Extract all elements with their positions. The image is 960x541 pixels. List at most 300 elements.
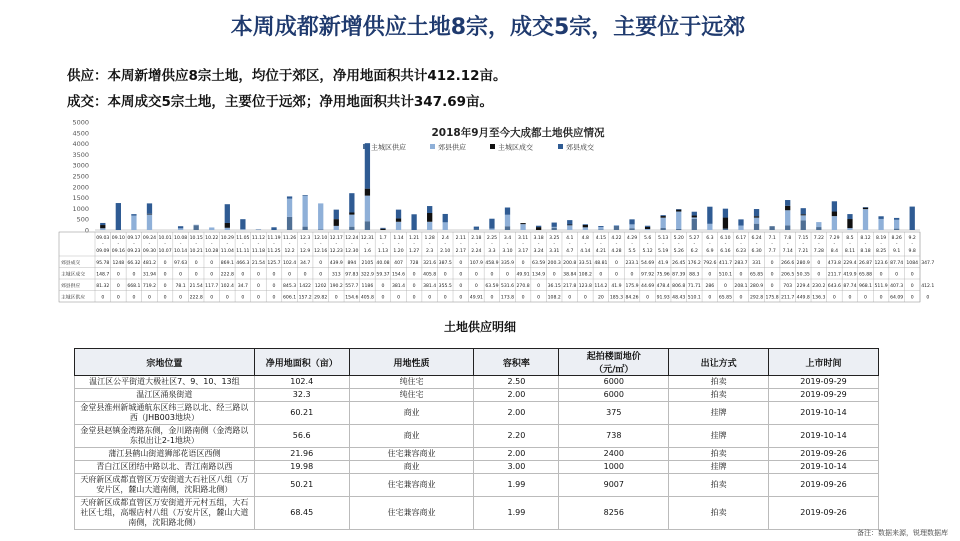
table-cell: 2.50 [474,376,559,389]
data-label: 0 [474,283,478,289]
bar-segment [100,223,105,225]
x-tick-separator: - [164,242,166,247]
data-label: 84.26 [625,295,639,301]
bar-segment [878,216,883,219]
x-tick-label: 6.23 [735,249,747,254]
data-label: 0 [614,260,618,266]
bar-segment [676,209,681,210]
x-tick-label: 2.24 [471,249,482,254]
x-tick-separator: - [288,242,291,247]
data-label: 643.6 [827,283,841,289]
table-cell: 8256 [559,497,669,530]
x-tick-separator: - [802,242,805,247]
data-label: 0 [583,295,587,301]
data-label: 0 [646,295,650,301]
x-tick-label: 12.9 [300,249,311,254]
x-tick-separator: - [257,242,260,247]
data-label: 0 [132,272,136,278]
data-label: 154.6 [345,295,359,301]
bar-segment [302,195,307,196]
data-label: 2105 [361,260,374,266]
x-tick-separator: - [771,242,773,247]
data-label: 0 [412,295,416,301]
table-title: 土地供应明细 [443,320,516,334]
x-tick-label: 1.20 [393,249,404,254]
bar-segment [832,201,837,211]
x-tick-label: 2.18 [471,236,482,241]
x-tick-separator: - [895,242,898,247]
x-tick-label: 10.01 [158,236,172,241]
data-label: 0 [614,272,618,278]
data-label: 606.1 [282,295,297,301]
bar-segment [645,227,650,229]
data-label: 65.88 [858,272,873,278]
table-cell: 60.21 [254,402,349,425]
data-label: 0 [459,272,463,278]
x-tick-separator: - [584,242,587,247]
bar-segment [816,227,821,230]
data-label: 114.2 [594,283,608,289]
data-label: 0 [459,295,463,301]
y-tick-label: 5000 [72,118,89,127]
data-label: 64.09 [890,295,904,301]
bar-segment [287,217,292,230]
data-label: 136.3 [812,295,826,301]
table-cell: 拍卖 [669,497,769,530]
table-cell: 拍卖 [669,448,769,461]
table-cell: 2019-10-14 [769,425,879,448]
x-tick-label: 7.14 [782,249,793,254]
bar-segment [349,213,354,215]
data-label: 123.8 [578,283,592,289]
data-label: 0 [116,272,120,278]
bar-segment [349,215,354,227]
x-tick-label: 8.18 [860,249,871,254]
x-tick-label: 10.21 [189,249,203,254]
data-label: 108.2 [578,272,592,278]
bar-segment [178,226,183,228]
bar-segment [754,224,759,230]
data-label: 405.8 [360,295,374,301]
x-tick-separator: - [631,242,633,247]
data-label: 211.7 [827,272,841,278]
x-tick-label: 5.27 [689,236,700,241]
data-label: 0 [443,272,447,278]
table-cell: 1.99 [474,497,559,530]
bar-segment [131,216,136,230]
legend-label: 郊县成交 [566,143,594,152]
x-tick-separator: - [646,242,649,247]
bar-segment [194,225,199,230]
data-label: 65.85 [718,295,733,301]
bar-segment [147,203,152,213]
y-tick-label: 3500 [72,150,89,159]
bar-segment [785,206,790,210]
data-label: 478.4 [656,283,670,289]
table-cell: 1000 [559,461,669,474]
data-label: 0 [210,272,214,278]
bar-segment [676,229,681,230]
bar-segment [178,228,183,230]
bar-segment [598,227,603,229]
data-label: 107.9 [469,260,483,266]
bar-segment [334,226,339,230]
x-tick-label: 11.19 [267,236,281,241]
data-label: 792.6 [703,260,717,266]
bar-segment [536,226,541,227]
x-tick-separator: - [397,242,400,247]
data-label: 134.9 [532,272,546,278]
bar-segment [707,224,712,230]
row-label: 主城区成交 [61,272,85,278]
data-label: 175.8 [765,295,779,301]
x-tick-label: 3.24 [533,249,544,254]
data-label: 0 [879,295,883,301]
bar-segment [583,224,588,225]
x-tick-separator: - [242,242,244,247]
data-label: 0 [739,295,743,301]
bar-segment [629,224,634,228]
data-label: 845.3 [282,283,297,289]
bar-segment [583,225,588,227]
land-supply-chart [58,112,935,312]
data-label: 175.9 [625,283,639,289]
data-label: 0 [443,295,447,301]
x-tick-label: 2.4 [441,236,449,241]
x-tick-label: 12.10 [314,236,328,241]
bar-segment [894,229,899,230]
data-label: 266.6 [781,260,795,266]
x-tick-separator: - [911,242,914,247]
x-tick-separator: - [413,242,415,247]
data-label: 0 [397,295,401,301]
data-label: 0 [537,283,541,289]
data-label: 190.2 [329,283,343,289]
x-tick-label: 1.27 [408,249,420,254]
x-tick-separator: - [537,242,540,247]
bar-segment [614,226,619,230]
bar-segment [754,218,759,224]
bar-segment [552,223,557,227]
y-tick-label: 1500 [72,194,89,203]
data-label: 0 [319,272,323,278]
bar-segment [661,216,666,218]
data-label: 125.7 [267,260,281,266]
legend-label: 主城区供应 [371,143,406,152]
data-label: 0 [381,295,385,301]
data-label: 0 [474,272,478,278]
bar-segment [116,203,121,230]
table-cell: 2019-09-29 [769,376,879,389]
data-label: 81.32 [96,283,110,289]
data-label: 0 [412,272,416,278]
bar-segment [629,219,634,224]
data-label: 21.54 [189,283,203,289]
x-tick-separator: - [864,242,867,247]
x-tick-label: 8.12 [860,236,871,241]
data-label: 0 [926,295,930,301]
x-tick-label: 7.7 [768,249,776,254]
x-tick-separator: - [366,242,369,247]
data-label: 233.1 [625,260,639,266]
x-tick-label: 6.9 [706,249,714,254]
x-tick-label: 11.12 [251,236,266,241]
data-label: 222.8 [189,295,203,301]
x-tick-label: 11.18 [251,249,266,254]
data-label: 0 [101,295,105,301]
x-tick-label: 4.7 [566,249,574,254]
bar-segment [271,227,276,230]
row-label: 主城区供应 [61,295,85,301]
data-label: 355.5 [438,283,452,289]
x-tick-label: 7.29 [829,236,840,241]
data-label: 0 [832,295,836,301]
data-label: 20 [597,295,604,301]
x-tick-label: 11.04 [220,249,234,254]
data-label: 87.74 [843,283,857,289]
bar-segment [801,215,806,220]
y-tick-label: 0 [84,226,89,235]
bar-segment [287,196,292,198]
data-label: 0 [210,295,214,301]
table-cell: 温江区公平街道大极社区7、9、10、13组 [75,376,255,389]
table-header-row [75,349,879,376]
bar-segment [801,208,806,214]
table-cell: 3.00 [474,461,559,474]
data-label: 0 [132,295,136,301]
bar-segment [334,210,339,220]
data-label: 481.2 [142,260,157,266]
bar-segment [427,222,432,230]
data-label: 95.78 [96,260,110,266]
x-tick-separator: - [335,242,338,247]
data-label: 26.45 [672,260,686,266]
table-row [75,376,879,389]
data-label: 108.2 [547,295,561,301]
data-label: 0 [506,272,509,278]
data-label: 0 [459,283,463,289]
data-label: 0 [256,272,260,278]
x-tick-label: 1.7 [379,236,387,241]
bar-segment [365,189,370,196]
table-row [75,402,879,425]
x-tick-label: 6.10 [720,236,731,241]
data-label: 229.4 [843,260,857,266]
data-label: 1248 [112,260,125,266]
x-tick-separator: - [880,242,882,247]
table-cell: 738 [559,425,669,448]
data-label: 0 [272,283,276,289]
x-tick-label: 8.5 [846,236,854,241]
legend-swatch [430,144,435,149]
data-label: 0 [552,272,556,278]
bar-segment [505,226,510,230]
bar-segment [552,227,557,228]
bar-segment [754,209,759,216]
supply-summary: 供应：本周新增供应8宗土地，均位于郊区，净用地面积共计412.12亩。 [67,68,507,84]
x-tick-label: 09.30 [142,249,157,254]
data-label: 0 [241,272,245,278]
x-tick-label: 8.11 [844,249,856,254]
bar-segment [225,204,230,223]
data-label: 34.7 [237,283,248,289]
x-tick-label: 4.29 [626,236,638,241]
x-tick-separator: - [210,242,213,247]
data-label: 473.8 [827,260,841,266]
bar-segment [240,219,245,229]
data-label: 1084 [906,260,919,266]
x-tick-separator: - [740,242,742,247]
bar-segment [878,219,883,230]
x-tick-separator: - [709,242,711,247]
data-label: 0 [194,272,198,278]
x-tick-label: 7.8 [784,236,792,241]
x-tick-label: 10.29 [220,236,234,241]
x-tick-label: 7.28 [813,249,824,254]
x-tick-separator: - [506,242,509,247]
data-label: 806.8 [672,283,686,289]
data-label: 0 [879,272,883,278]
bar-segment [583,227,588,230]
bar-segment [411,214,416,230]
data-label: 968.1 [858,283,873,289]
x-tick-label: 8.19 [875,236,887,241]
bar-segment [723,229,728,230]
bar-segment [863,207,868,208]
bar-segment [380,228,385,229]
bar-segment [692,217,697,219]
table-cell: 金堂县赵镇金湾路东侧，金川路南侧（金湾路以东拟出让2-1地块） [75,425,255,448]
data-label: 0 [723,283,727,289]
x-tick-separator: - [724,242,727,247]
data-label: 869.1 [220,260,234,266]
x-tick-separator: - [319,242,322,247]
data-label: 0 [148,295,151,301]
data-label: 0 [116,283,120,289]
bar-segment [661,215,666,216]
x-tick-label: 10.08 [174,236,188,241]
table-cell: 2019-09-29 [769,389,879,402]
x-tick-label: 4.28 [611,249,622,254]
data-label: 185.3 [609,295,624,301]
x-tick-separator: - [755,242,758,247]
data-label: 0 [225,295,229,301]
table-cell: 2019-09-26 [769,497,879,530]
y-tick-label: 2500 [72,172,89,181]
x-tick-label: 2.3 [426,249,434,254]
table-cell: 375 [559,402,669,425]
table-cell: 2.20 [474,425,559,448]
data-label: 280.9 [796,260,810,266]
x-tick-label: 5.12 [642,249,653,254]
deal-summary: 成交：本周成交5宗土地，主要位于远郊；净用地面积共计347.69亩。 [67,94,493,110]
bar-segment [785,200,790,206]
x-tick-label: 8.25 [875,249,887,254]
x-tick-label: 7.21 [798,249,809,254]
bar-segment [318,203,323,229]
bar-segment [240,229,245,230]
data-label: 335.9 [500,260,515,266]
data-label: 117.7 [205,283,219,289]
data-label: 63.59 [532,260,546,266]
bar-segment [302,196,307,227]
bar-segment [474,227,479,229]
bar-segment [380,229,385,230]
table-row [75,474,879,497]
bar-segment [427,206,432,213]
bar-segment [738,226,743,230]
bar-segment [520,223,525,224]
x-tick-label: 2.10 [440,249,451,254]
x-tick-label: 4.14 [580,249,591,254]
bar-segment [209,227,214,230]
x-tick-separator: - [148,242,151,247]
table-cell: 商业 [349,461,474,474]
table-header-cell: 上市时间 [769,349,879,376]
table-row [75,461,879,474]
bar-segment [302,227,307,230]
bar-segment [863,208,868,209]
bar-segment [754,216,759,217]
y-tick-label: 500 [76,215,89,224]
bar-segment [816,222,821,227]
x-tick-label: 5.26 [673,249,684,254]
data-label: 466.3 [236,260,250,266]
data-label: 26.87 [858,260,873,266]
data-label: 0 [163,283,167,289]
bar-segment [396,218,401,221]
data-label: 173.8 [500,295,515,301]
data-label: 21.54 [251,260,266,266]
bar-segment [147,214,152,230]
x-tick-label: 3.11 [517,236,529,241]
bar-segment [474,229,479,230]
bar-segment [847,228,852,230]
table-cell: 1.99 [474,474,559,497]
table-cell: 6000 [559,376,669,389]
data-label: 154.6 [391,272,406,278]
data-label: 78.1 [175,283,186,289]
data-label: 48.43 [672,295,686,301]
data-label: 1186 [361,283,374,289]
legend-swatch [490,144,495,149]
x-tick-separator: - [226,242,229,247]
table-cell: 纯住宅 [349,376,474,389]
data-label: 0 [179,295,183,301]
x-tick-label: 9.2 [908,236,916,241]
data-label: 0 [739,272,743,278]
x-tick-label: 12.24 [345,236,359,241]
bar-segment [832,216,837,230]
data-label: 44.69 [641,283,655,289]
legend-swatch [558,144,563,149]
data-label: 0 [910,272,914,278]
table-cell: 9007 [559,474,669,497]
data-label: 0 [599,272,603,278]
data-label: 29.82 [314,295,328,301]
data-label: 0 [412,283,416,289]
table-header-cell: 起拍楼面地价 （元/㎡） [559,349,669,376]
x-tick-label: 6.24 [751,236,762,241]
bar-segment [225,223,230,228]
table-cell: 2019-10-14 [769,461,879,474]
table-cell: 2.00 [474,389,559,402]
data-label: 0 [848,295,852,301]
data-label: 0 [770,260,774,266]
x-tick-label: 3.18 [533,236,544,241]
data-label: 1202 [314,283,327,289]
bar-segment [661,228,666,230]
